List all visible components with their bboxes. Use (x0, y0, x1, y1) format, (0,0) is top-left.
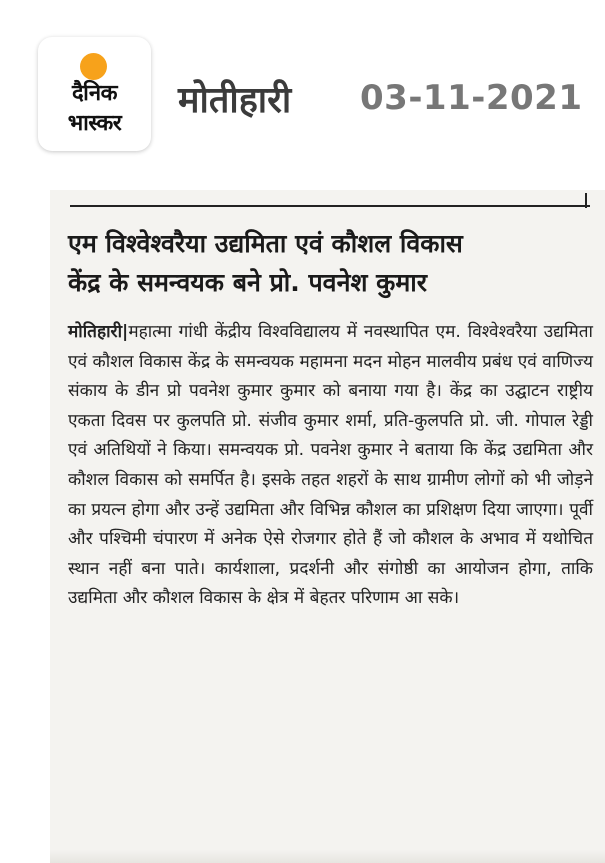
headline-line-2: केंद्र के समन्वयक बने प्रो. पवनेश कुमार (68, 268, 427, 297)
clipping-bottom-edge (50, 850, 605, 863)
newspaper-logo (38, 37, 151, 151)
clipping-corner-rule (585, 193, 587, 208)
article-dateline: मोतिहारी| (68, 322, 129, 342)
logo-text-line1: दैनिक (72, 81, 117, 106)
article-body (68, 318, 593, 614)
headline-line-1: एम विश्वेश्वरैया उद्यमिता एवं कौशल विकास (68, 229, 463, 258)
page-header (0, 0, 605, 190)
edition-city: मोतीहारी (178, 80, 292, 121)
article-headline (68, 224, 593, 302)
clipping-top-rule (70, 205, 590, 207)
logo-text-line2: भास्कर (67, 111, 122, 136)
sun-logo-icon (80, 53, 107, 80)
article-body-text: महात्मा गांधी केंद्रीय विश्वविद्यालय में नवस्थापित एम. विश्वेश्वरैया उद्यमिता एवं कौशल विकास केंद्र के समन्वयक महामना मदन मोहन मालवीय प्रबंध एवं वाणिज्य संकाय के डीन प्रो पवनेश कुमार कुमार को बनाया गया है। केंद्र का उद्घाटन राष्ट्रीय एकता दिवस पर कुलपति प्रो. संजीव कुमार शर्मा, प्रति-कुलपति प्रो. जी. गोपाल रेड्डी एवं अतिथियों ने किया। समन्वयक प्रो. पवनेश कुमार ने बताया कि केंद्र उद्यमिता और कौशल विकास को समर्पित है। इसके तहत शहरों के साथ ग्रामीण लोगों को भी जोड़ने का प्रयत्न होगा और उन्हें उद्यमिता और विभिन्न कौशल का प्रशिक्षण दिया जाएगा। पूर्वी और पश्चिमी चंपारण में अनेक ऐसे रोजगार होते हैं जो कौशल के अभाव में यथोचित स्थान नहीं बना पाते। कार्यशाला, प्रदर्शनी और संगोष्ठी का आयोजन होगा, ताकि उद्यमिता और कौशल विकास के क्षेत्र में बेहतर परिणाम आ सके। (68, 322, 593, 609)
edition-date: 03-11-2021 (360, 78, 583, 118)
